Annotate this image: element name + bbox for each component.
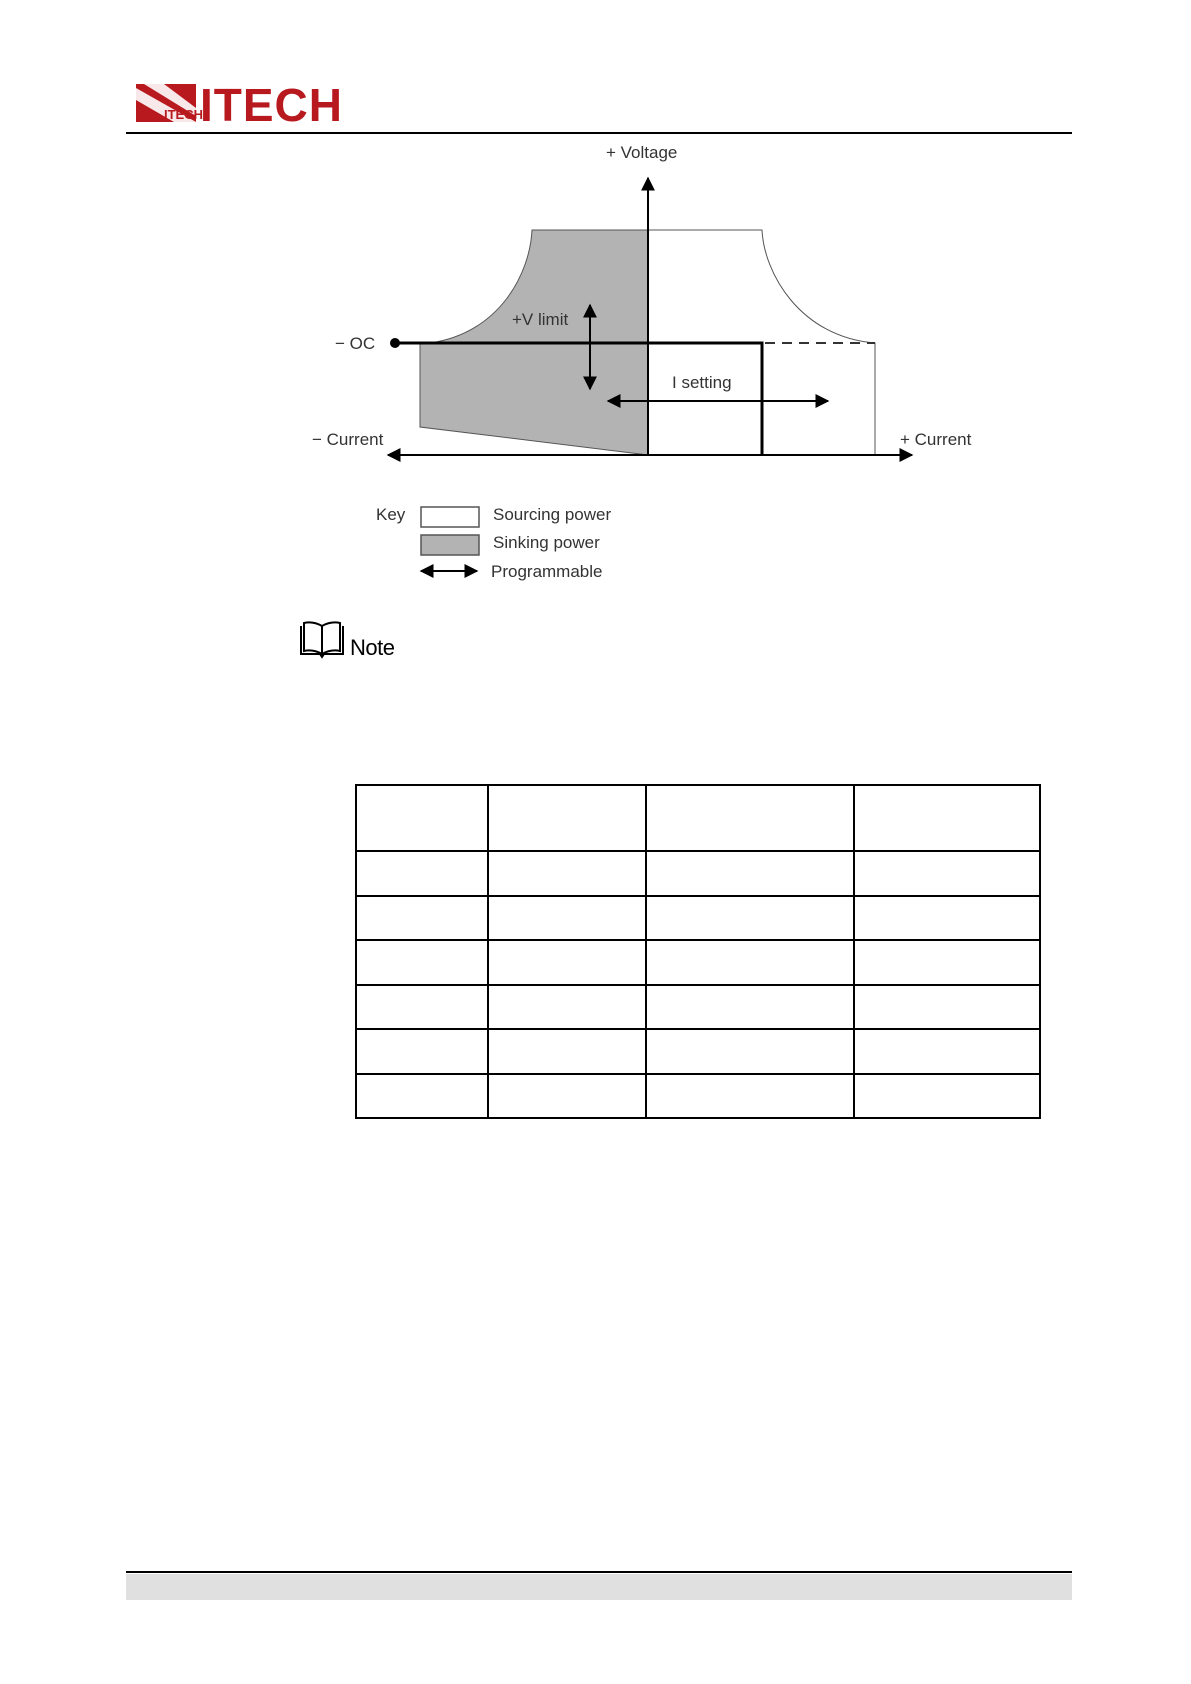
key-sinking-label: Sinking power xyxy=(493,533,600,552)
table-row xyxy=(356,940,1040,985)
table-cell xyxy=(854,985,1040,1030)
table-cell xyxy=(488,1074,646,1119)
table-cell xyxy=(854,940,1040,985)
table-cell xyxy=(646,1074,854,1119)
spec-table xyxy=(355,784,1041,1119)
table-cell xyxy=(854,896,1040,941)
table-cell xyxy=(356,851,488,896)
table-row xyxy=(356,1029,1040,1074)
table-cell xyxy=(488,785,646,851)
table-cell xyxy=(646,1029,854,1074)
table-cell xyxy=(854,851,1040,896)
key-programmable-label: Programmable xyxy=(491,562,603,581)
pos-current-label: + Current xyxy=(900,430,972,449)
table-cell xyxy=(488,896,646,941)
table-row xyxy=(356,985,1040,1030)
header-rule xyxy=(126,132,1072,134)
table-cell xyxy=(488,1029,646,1074)
table-cell xyxy=(356,1029,488,1074)
neg-current-label: − Current xyxy=(312,430,384,449)
key-sourcing-swatch xyxy=(421,507,479,527)
v-limit-label: +V limit xyxy=(512,310,569,329)
table-cell xyxy=(488,851,646,896)
table-cell xyxy=(646,940,854,985)
i-setting-label: I setting xyxy=(672,373,732,392)
key-title: Key xyxy=(376,505,406,524)
oc-label: − OC xyxy=(335,334,376,353)
note-label: Note xyxy=(350,635,395,660)
key-sourcing-label: Sourcing power xyxy=(493,505,612,524)
footer-bar xyxy=(126,1574,1072,1600)
table-cell xyxy=(854,1074,1040,1119)
table-cell xyxy=(356,896,488,941)
key-sinking-swatch xyxy=(421,535,479,555)
table-cell xyxy=(646,785,854,851)
voltage-axis-label: + Voltage xyxy=(606,143,678,162)
note-block xyxy=(298,620,498,662)
table-cell xyxy=(356,785,488,851)
table-row xyxy=(356,851,1040,896)
table-cell xyxy=(488,940,646,985)
footer-rule xyxy=(126,1571,1072,1573)
table-header-row xyxy=(356,785,1040,851)
table-cell xyxy=(854,1029,1040,1074)
table-row xyxy=(356,896,1040,941)
table-cell xyxy=(646,896,854,941)
oc-point xyxy=(390,338,400,348)
table-cell xyxy=(488,985,646,1030)
table-cell xyxy=(854,785,1040,851)
table-row xyxy=(356,1074,1040,1119)
table-cell xyxy=(356,1074,488,1119)
table-cell xyxy=(646,985,854,1030)
table-cell xyxy=(356,940,488,985)
table-cell xyxy=(646,851,854,896)
logo-badge-text: ITECH xyxy=(164,107,203,122)
itech-logo xyxy=(134,80,374,126)
logo-text: ITECH xyxy=(200,80,343,126)
table-cell xyxy=(356,985,488,1030)
vi-operating-diagram xyxy=(300,143,1000,593)
book-icon xyxy=(298,620,346,660)
